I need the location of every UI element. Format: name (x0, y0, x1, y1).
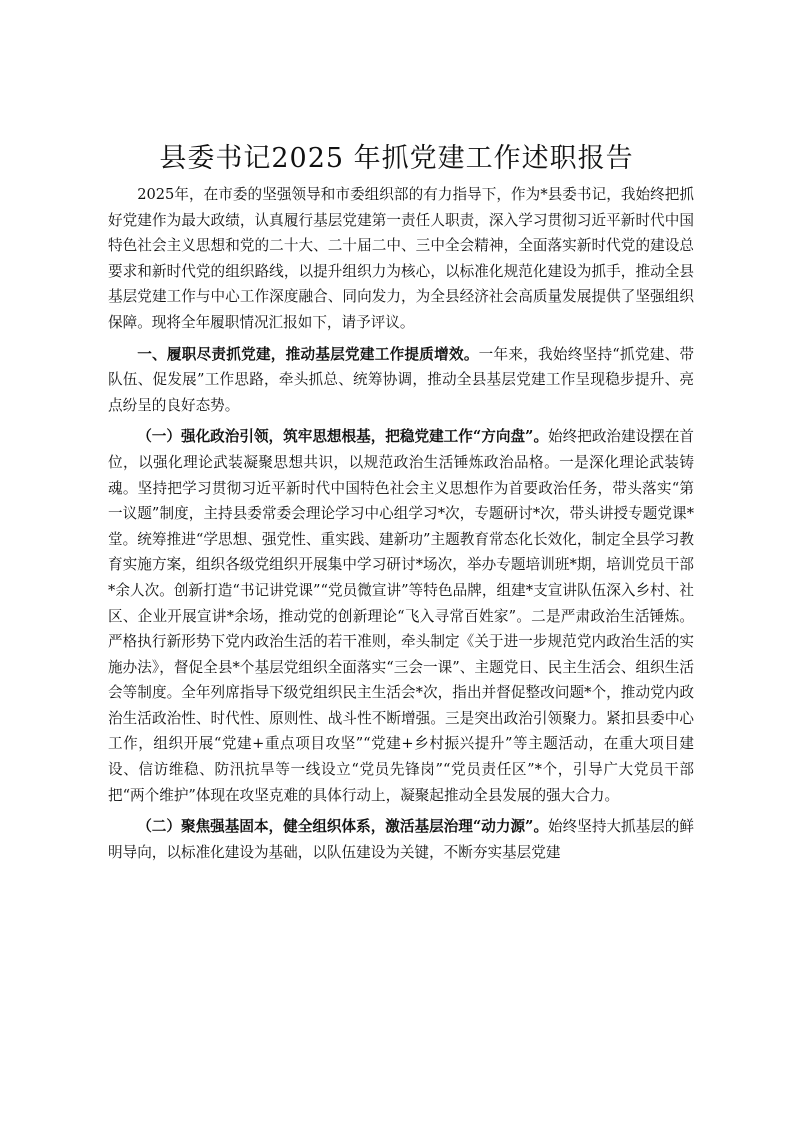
paragraph-intro (108, 182, 694, 336)
paragraph-subsection-1 (108, 424, 694, 808)
paragraph-section-1 (108, 342, 694, 419)
paragraph-text: 始终把政治建设摆在首位，以强化理论武装凝聚思想共识，以规范政治生活锤炼政治品格。一是深化理论武装铸魂。坚持把学习贯彻习近平新时代中国特色社会主义思想作为首要政治任务，带头落实“第一议题”制度，主持县委常委会理论学习中心组学习*次，专题研讨*次，带头讲授专题党课*堂。统筹推进“学思想、强党性、重实践、建新功”主题教育常态化长效化，制定全县学习教育实施方案，组织各级党组织开展集中学习研讨*场次，举办专题培训班*期，培训党员干部*余人次。创新打造“书记讲党课”“党员微宣讲”等特色品牌，组建*支宣讲队伍深入乡村、社区、企业开展宣讲*余场，推动党的创新理论“飞入寻常百姓家”。二是严肃政治生活锤炼。严格执行新形势下党内政治生活的若干准则，牵头制定《关于进一步规范党内政治生活的实施办法》，督促全县*个基层党组织全面落实“三会一课”、主题党日、民主生活会、组织生活会等制度。全年列席指导下级党组织民主生活会*次，指出并督促整改问题*个，推动党内政治生活政治性、时代性、原则性、战斗性不断增强。三是突出政治引领聚力。紧扣县委中心工作，组织开展“党建+重点项目攻坚”“党建+乡村振兴提升”等主题活动，在重大项目建设、信访维稳、防汛抗旱等一线设立“党员先锋岗”“党员责任区”*个，引导广大党员干部把“两个维护”体现在攻坚克难的具体行动上，凝聚起推动全县发展的强大合力。 (108, 428, 694, 804)
document-title: 县委书记2025 年抓党建工作述职报告 (159, 143, 634, 174)
paragraph-text: 始终坚持大抓基层的鲜明导向，以标准化建设为基础，以队伍建设为关键，不断夯实基层党建 (108, 818, 694, 861)
paragraph-subsection-2 (108, 814, 694, 865)
paragraph-text: 一年来，我始终坚持“抓党建、带队伍、促发展”工作思路，牵头抓总、统筹协调，推动全县基层党建工作呈现稳步提升、亮点纷呈的良好态势。 (108, 345, 694, 414)
section-heading: 一、履职尽责抓党建，推动基层党建工作提质增效。 (137, 345, 479, 363)
document-body (108, 182, 694, 865)
subsection-heading: （一）强化政治引领，筑牢思想根基，把稳党建工作“方向盘”。 (137, 428, 549, 446)
subsection-heading: （二）聚焦强基固本，健全组织体系，激活基层治理“动力源”。 (137, 818, 549, 836)
paragraph-text: 2025年，在市委的坚强领导和市委组织部的有力指导下，作为*县委书记，我始终把抓好党建作为最大政绩，认真履行基层党建第一责任人职责，深入学习贯彻习近平新时代中国特色社会主义思想和党的二十大、二十届二中、三中全会精神，全面落实新时代党的建设总要求和新时代党的组织路线，以提升组织力为核心，以标准化规范化建设为抓手，推动全县基层党建工作与中心工作深度融合、同向发力，为全县经济社会高质量发展提供了坚强组织保障。现将全年履职情况汇报如下，请予评议。 (108, 186, 694, 331)
